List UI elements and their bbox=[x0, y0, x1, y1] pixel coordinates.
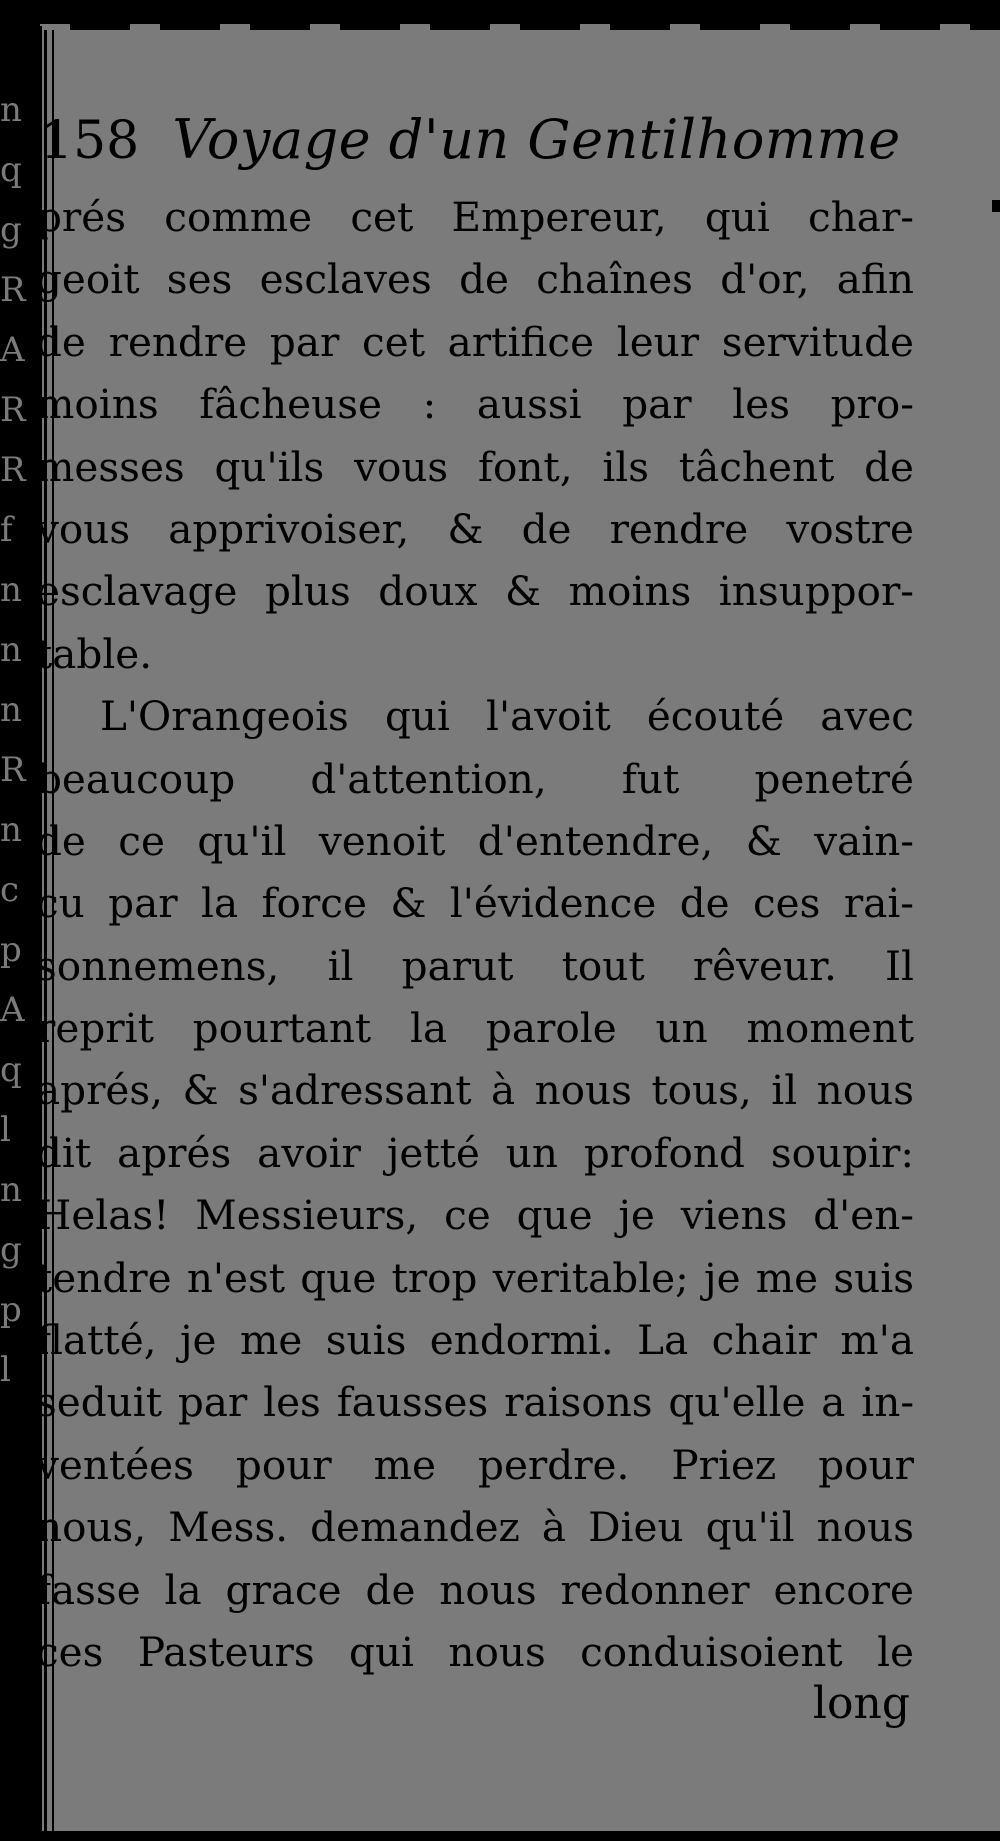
text-line: nous, Mess. demandez à Dieu qu'il nous bbox=[36, 1503, 914, 1552]
running-title: Voyage d'un Gentilhomme bbox=[172, 108, 901, 171]
text-line: de rendre par cet artifice leur servitude bbox=[36, 317, 914, 366]
text-line: flatté, je me suis endormi. La chair m'a bbox=[36, 1316, 914, 1365]
text-line: de ce qu'il venoit d'entendre, & vain- bbox=[36, 816, 914, 865]
text-line: fasse la grace de nous redonner encore bbox=[36, 1565, 914, 1614]
text-line: ces Pasteurs qui nous conduisoient le bbox=[36, 1627, 914, 1676]
page-header bbox=[40, 108, 940, 178]
text-line: moins fâcheuse : aussi par les pro- bbox=[36, 380, 914, 429]
text-line: ventées pour me perdre. Priez pour bbox=[36, 1440, 914, 1489]
text-line: table. bbox=[36, 629, 153, 678]
text-line: cu par la force & l'évidence de ces rai- bbox=[36, 879, 914, 928]
text-line: beaucoup d'attention, fut penetré bbox=[36, 754, 914, 803]
text-line: reprit pourtant la parole un moment bbox=[36, 1004, 914, 1053]
body-text bbox=[36, 186, 914, 1683]
text-line: tendre n'est que trop veritable; je me suis bbox=[36, 1253, 914, 1302]
text-line: aprés, & s'adressant à nous tous, il nous bbox=[36, 1066, 914, 1115]
scan-bottom-edge bbox=[0, 1831, 1000, 1841]
text-line: vous apprivoiser, & de rendre vostre bbox=[36, 504, 914, 553]
text-line: esclavage plus doux & moins insuppor- bbox=[36, 567, 914, 616]
text-line: L'Orangeois qui l'avoit écouté avec bbox=[100, 692, 914, 741]
text-line: Helas! Messieurs, ce que je viens d'en- bbox=[36, 1191, 914, 1240]
scan-edge-mark bbox=[992, 200, 1000, 212]
catchword: long bbox=[812, 1678, 910, 1729]
text-line: prés comme cet Empereur, qui char- bbox=[36, 193, 914, 241]
text-line: dit aprés avoir jetté un profond soupir: bbox=[36, 1128, 914, 1177]
page-number: 158 bbox=[40, 111, 140, 171]
text-line: sonnemens, il parut tout rêveur. Il bbox=[36, 941, 914, 990]
scan-top-edge bbox=[0, 0, 1000, 26]
bleed-through-text: nqgRARRfnnnRncpAqlngpl bbox=[0, 90, 26, 1390]
text-line: geoit ses esclaves de chaînes d'or, afin bbox=[36, 255, 914, 304]
text-line: seduit par les fausses raisons qu'elle a in- bbox=[36, 1378, 914, 1427]
text-line: messes qu'ils vous font, ils tâchent de bbox=[36, 442, 914, 491]
